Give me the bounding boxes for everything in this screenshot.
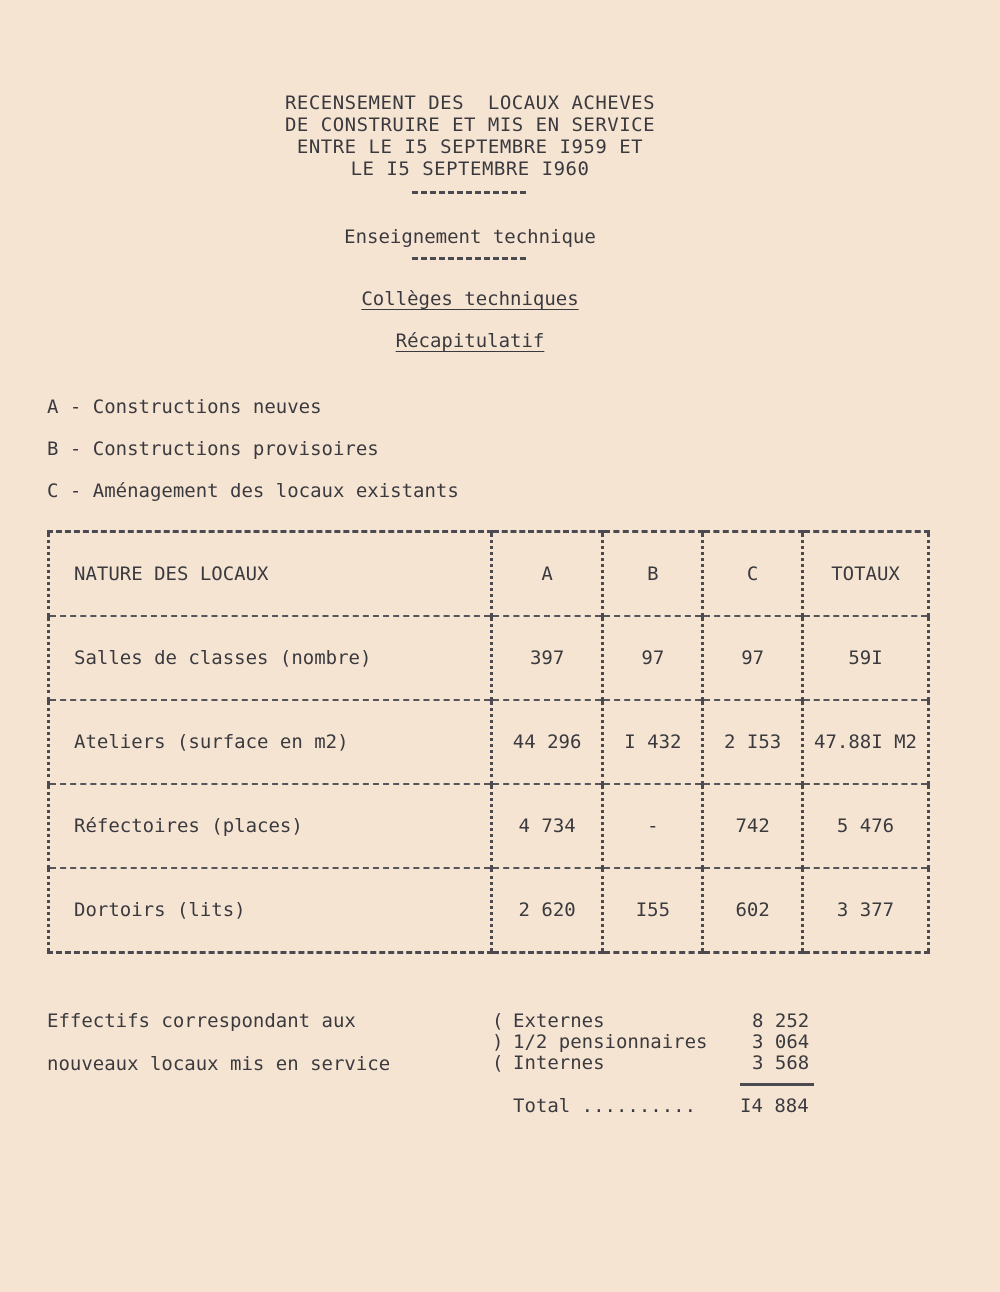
cell-total: 47.88I M2 <box>803 700 929 784</box>
effectifs-item-label: Externes <box>513 1010 605 1032</box>
section-heading: Enseignement technique <box>344 226 596 248</box>
cell-c: 2 I53 <box>703 700 803 784</box>
total-rule <box>740 1083 814 1086</box>
title-line: RECENSEMENT DES LOCAUX ACHEVES <box>284 92 656 114</box>
effectifs-bracket: ( <box>492 1010 504 1032</box>
table-header-row <box>49 532 929 617</box>
effectifs-bracket: ( <box>492 1052 504 1074</box>
header-nature: NATURE DES LOCAUX <box>49 532 492 617</box>
total-label: Total .......... <box>513 1095 697 1117</box>
effectifs-item-value: 3 568 <box>752 1052 810 1074</box>
cell-total: 5 476 <box>803 784 929 868</box>
header-b: B <box>603 532 703 617</box>
effectifs-label-line1: Effectifs correspondant aux <box>47 1010 356 1032</box>
row-nature: Salles de classes (nombre) <box>49 616 492 700</box>
total-value: I4 884 <box>740 1095 809 1117</box>
cell-c: 742 <box>703 784 803 868</box>
cell-c: 602 <box>703 868 803 953</box>
cell-a: 44 296 <box>491 700 603 784</box>
category-c: C - Aménagement des locaux existants <box>47 480 459 502</box>
subsection-heading: Collèges techniques <box>361 288 579 310</box>
title-separator <box>412 191 526 197</box>
effectifs-item-value: 8 252 <box>752 1010 810 1032</box>
effectifs-item-label: Internes <box>513 1052 605 1074</box>
cell-a: 4 734 <box>491 784 603 868</box>
row-nature: Dortoirs (lits) <box>49 868 492 953</box>
header-a: A <box>491 532 603 617</box>
header-c: C <box>703 532 803 617</box>
header-totaux: TOTAUX <box>803 532 929 617</box>
cell-a: 397 <box>491 616 603 700</box>
effectifs-item-value: 3 064 <box>752 1031 810 1053</box>
cell-b: I55 <box>603 868 703 953</box>
cell-b: 97 <box>603 616 703 700</box>
table-row <box>49 868 929 953</box>
title-line: LE I5 SEPTEMBRE I960 <box>350 158 590 180</box>
table-row <box>49 700 929 784</box>
cell-c: 97 <box>703 616 803 700</box>
table-row <box>49 616 929 700</box>
category-b: B - Constructions provisoires <box>47 438 379 460</box>
cell-b: I 432 <box>603 700 703 784</box>
row-nature: Ateliers (surface en m2) <box>49 700 492 784</box>
category-a: A - Constructions neuves <box>47 396 322 418</box>
recap-table <box>47 530 930 954</box>
table-row <box>49 784 929 868</box>
cell-total: 3 377 <box>803 868 929 953</box>
cell-b: - <box>603 784 703 868</box>
section-separator <box>412 257 526 263</box>
title-line: ENTRE LE I5 SEPTEMBRE I959 ET <box>296 136 644 158</box>
cell-a: 2 620 <box>491 868 603 953</box>
cell-total: 59I <box>803 616 929 700</box>
effectifs-label-line2: nouveaux locaux mis en service <box>47 1053 391 1075</box>
row-nature: Réfectoires (places) <box>49 784 492 868</box>
recap-heading: Récapitulatif <box>395 330 545 352</box>
title-line: DE CONSTRUIRE ET MIS EN SERVICE <box>284 114 656 136</box>
document-title <box>240 92 700 180</box>
effectifs-item-label: 1/2 pensionnaires <box>513 1031 708 1053</box>
effectifs-bracket: ) <box>492 1031 504 1053</box>
